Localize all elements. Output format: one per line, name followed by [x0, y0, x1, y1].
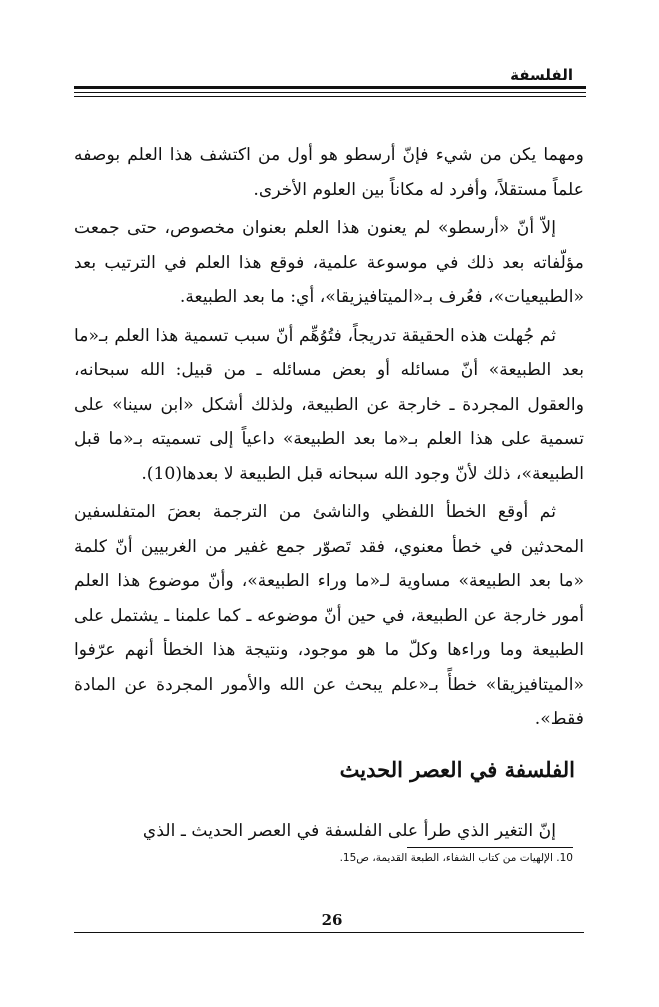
header-rule-thin [74, 92, 586, 93]
footnote: 10. الإلهيات من كتاب الشفاء، الطبعة القديمة، ص15. [339, 852, 573, 864]
section-paragraph: إنّ التغير الذي طرأ على الفلسفة في العصر الحديث ـ الذي [142, 821, 556, 841]
section-body [74, 814, 584, 848]
paragraph-1: ومهما يكن من شيء فإنّ أرسطو هو أول من اكتشف هذا العلم بوصفه علماً مستقلاً، وأفرد له مكاناً بين العلوم الأخرى. [74, 145, 584, 200]
body-text [74, 138, 584, 737]
running-head-title: الفلسفة [510, 66, 573, 84]
header-rule-thick [74, 86, 586, 89]
footnote-rule [407, 847, 573, 848]
paragraph-4: ثم أوقع الخطأ اللفظي والناشئ من الترجمة بعضَ المتفلسفين المحدثين في خطأ معنوي، فقد تَصوّر جمع غفير من الغربيين أنّ كلمة «ما بعد الطبيعة» مساوية لـ«ما وراء الطبيعة»، وأنّ موضوع هذا العلم أمور خارجة عن الطبيعة، في حين أنّ موضوعه ـ كما علمنا ـ يشتمل على الطبيعة وما وراءها وكلّ ما هو موجود، ونتيجة هذا الخطأ أنهم عرّفوا «الميتافيزيقا» خطأً بـ«علم يبحث عن الله والأمور المجردة عن المادة فقط». [74, 502, 584, 729]
bottom-rule [74, 932, 584, 933]
header-rule-thin-lower [74, 96, 586, 97]
paragraph-2: إلاّ أنّ «أرسطو» لم يعنون هذا العلم بعنوان مخصوص، حتى جمعت مؤلّفاته بعد ذلك في موسوعة علمية، فوقع هذا العلم في الترتيب بعد «الطبيعيات»، فعُرف بـ«الميتافيزيقا»، أي: ما بعد الطبيعة. [74, 218, 584, 307]
page-number: 26 [321, 911, 343, 929]
paragraph-3: ثم جُهلت هذه الحقيقة تدريجاً، فتُوُهِّم أنّ سبب تسمية هذا العلم بـ«ما بعد الطبيعة» أنّ مسائله أو بعض مسائله ـ من قبيل: الله سبحانه، والعقول المجردة ـ خارجة عن الطبيعة، ولذلك أشكل «ابن سينا» على تسمية على هذا العلم بـ«ما بعد الطبيعة» داعياً إلى تسميته بـ«ما قبل الطبيعة»، ذلك لأنّ وجود الله سبحانه قبل الطبيعة لا بعدها(10). [74, 325, 584, 484]
section-heading: الفلسفة في العصر الحديث [339, 757, 575, 782]
